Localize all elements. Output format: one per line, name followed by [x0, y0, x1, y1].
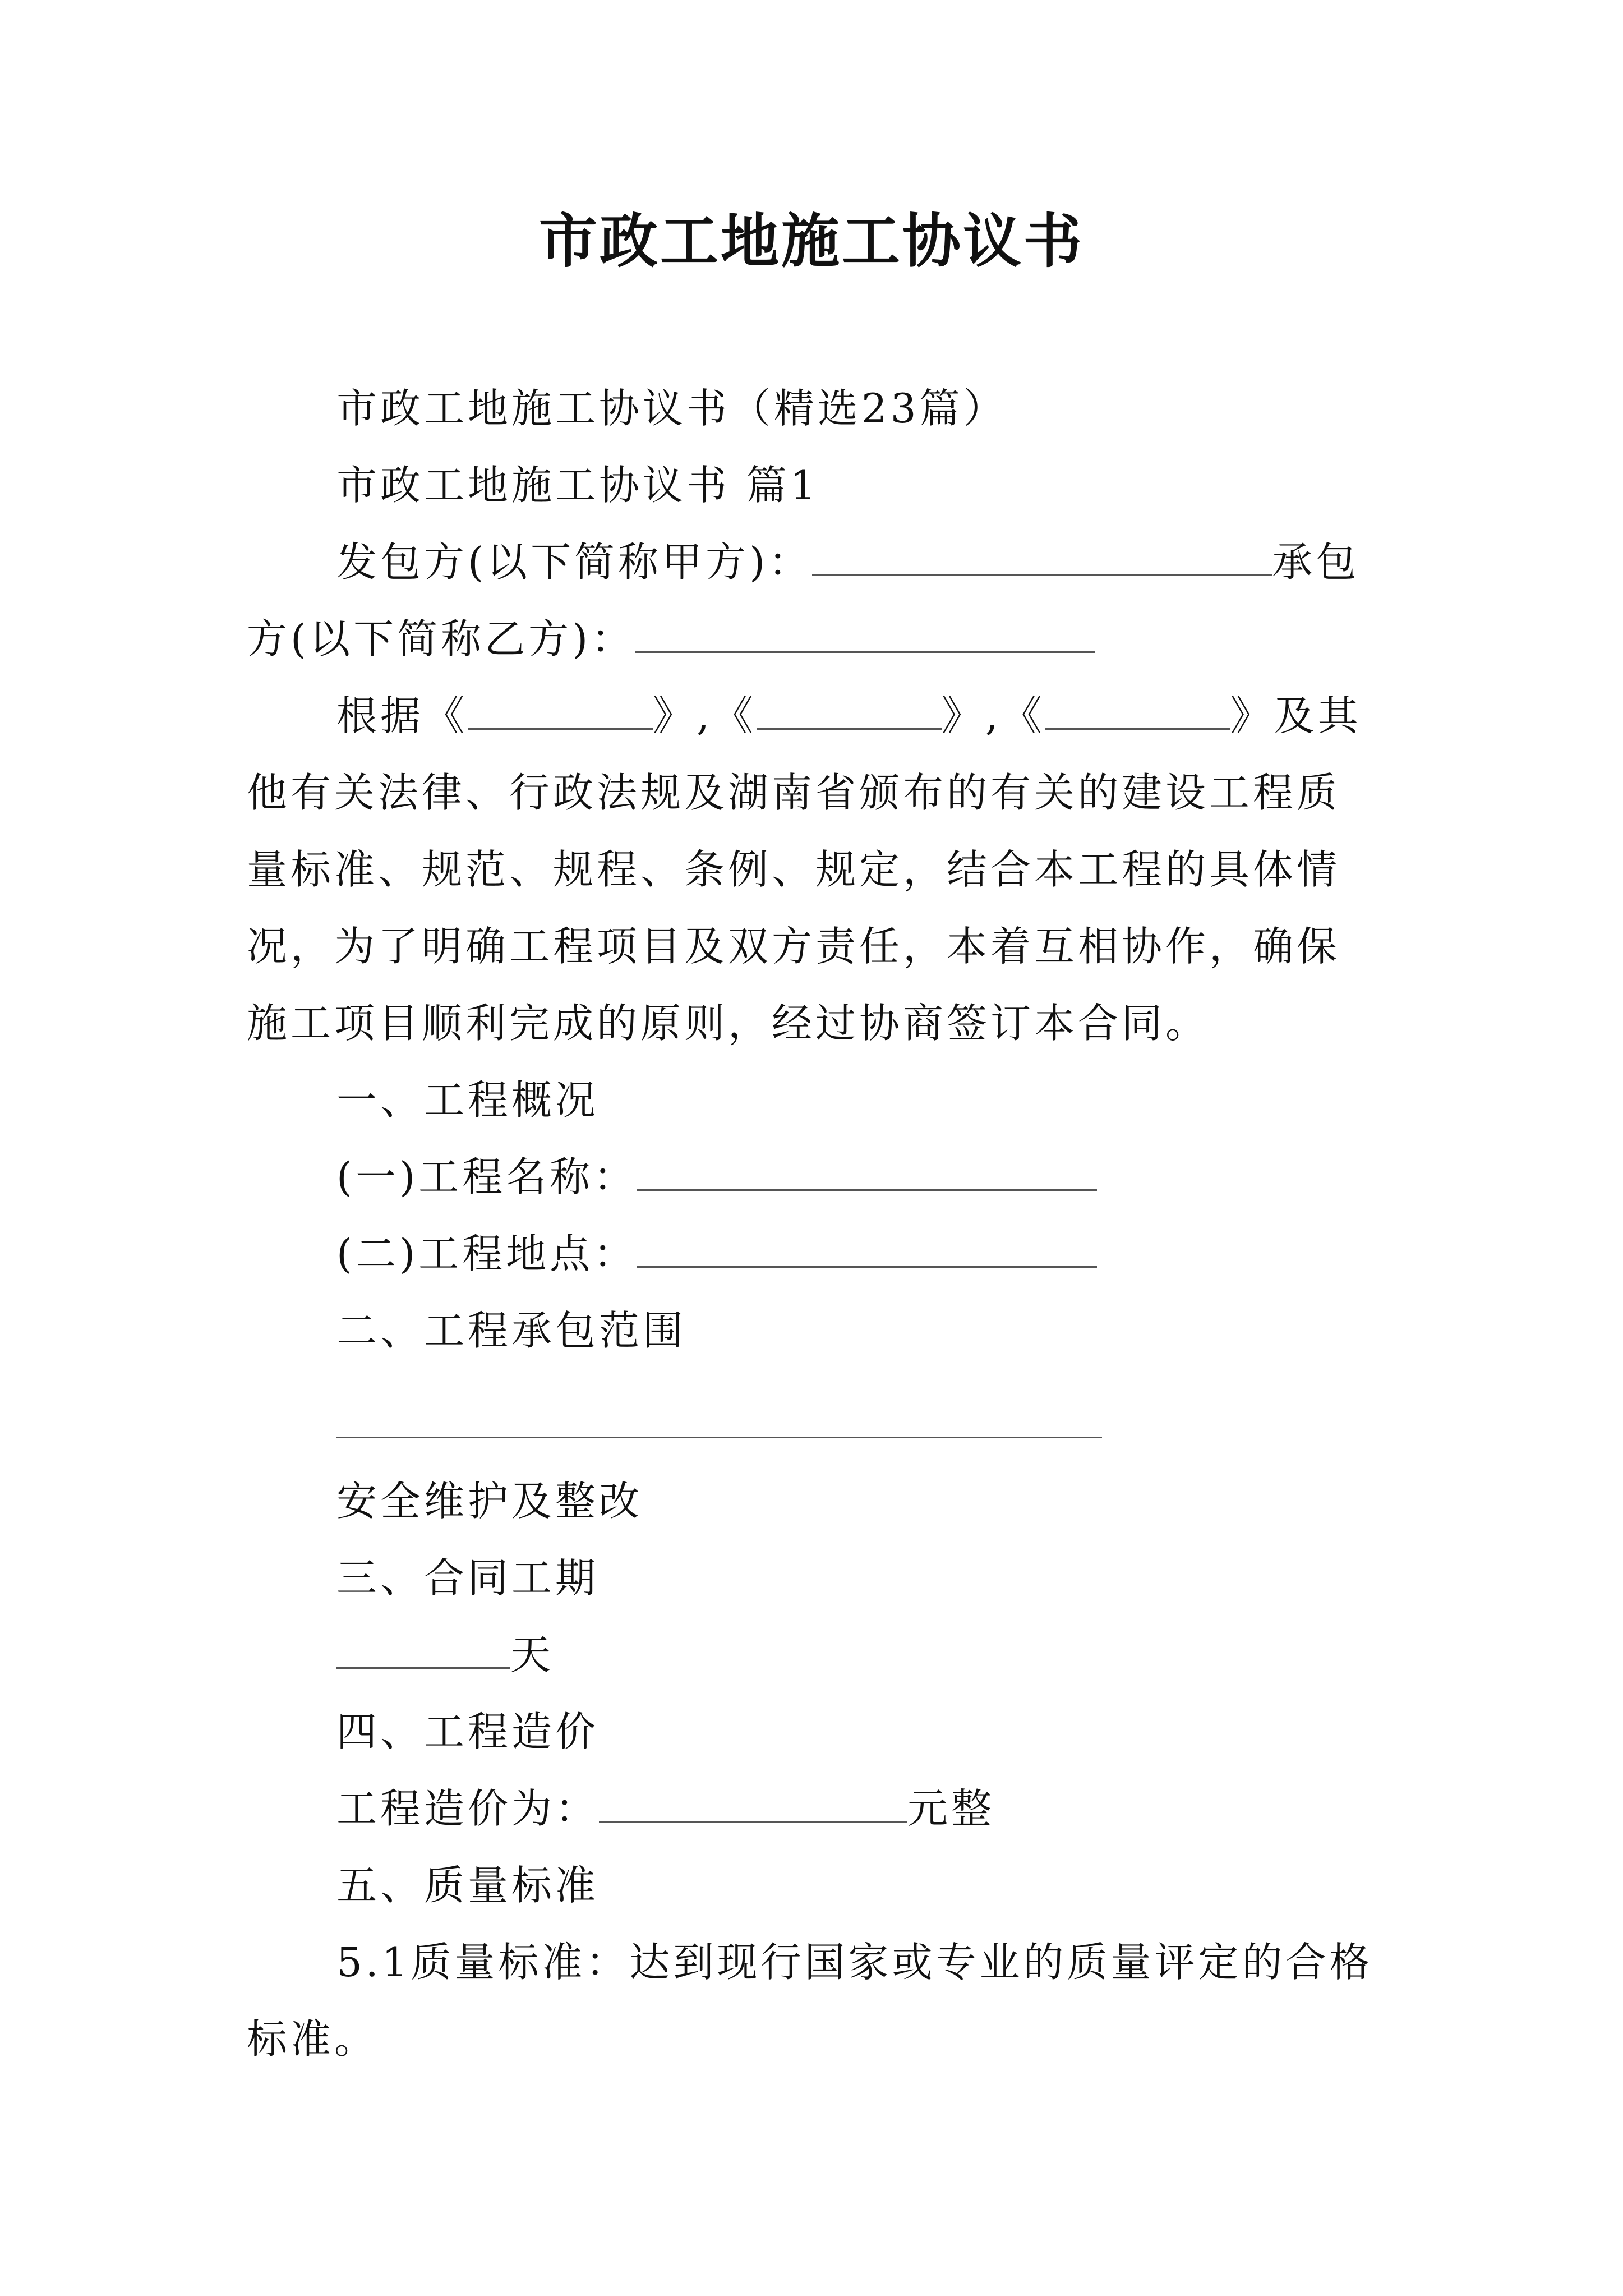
project-place-label: (二)工程地点：	[336, 1230, 638, 1277]
days-line	[247, 1617, 1374, 1694]
project-name-line	[247, 1139, 1374, 1216]
subtitle: 市政工地施工协议书（精选23篇）	[336, 385, 1007, 432]
safety-line: 安全维护及整改	[336, 1478, 643, 1525]
project-name-blank	[637, 1149, 1097, 1191]
price-line	[247, 1770, 1374, 1847]
basis-text: 》及其他有关法律、行政法规及湖南省颁布的有关的建设工程质量标准、规范、规程、条例、规定，结合本工程的具体情况，为了明确工程项目及双方责任，本着互相协作，确保施工项目顺利完成的原则，经过协商签订本合同。	[247, 692, 1362, 1047]
scope-blank	[336, 1396, 1102, 1438]
heading-3: 三、合同工期	[336, 1554, 600, 1602]
price-unit: 元整	[907, 1785, 995, 1832]
party-a-label: 发包方(以下简称甲方)：	[336, 539, 813, 586]
project-place-line	[247, 1216, 1374, 1292]
section-heading: 市政工地施工协议书 篇1	[336, 462, 819, 509]
document-body	[247, 370, 1374, 2078]
price-label: 工程造价为：	[336, 1785, 600, 1832]
heading-5: 五、质量标准	[336, 1862, 600, 1909]
heading-1: 一、工程概况	[336, 1076, 600, 1124]
law-blank-3	[1045, 688, 1230, 730]
law-blank-2	[757, 688, 942, 730]
law-blank-1	[468, 688, 653, 730]
party-paragraph	[247, 524, 1374, 601]
basis-paragraph	[247, 678, 1374, 1062]
days-blank	[336, 1627, 510, 1669]
party-b-blank	[635, 611, 1095, 653]
days-unit: 天	[510, 1631, 555, 1678]
heading-4: 四、工程造价	[336, 1708, 600, 1755]
basis-sep-1: 》,《	[653, 692, 757, 739]
basis-open: 根据《	[336, 692, 468, 739]
project-name-label: (一)工程名称：	[336, 1153, 638, 1200]
project-place-blank	[637, 1226, 1097, 1268]
party-b-line	[247, 601, 1374, 678]
basis-sep-2: 》,《	[941, 692, 1045, 739]
quality-paragraph: 5.1质量标准：达到现行国家或专业的质量评定的合格标准。	[247, 1939, 1373, 2063]
party-b-label: 方(以下简称乙方)：	[247, 615, 635, 662]
scope-line	[247, 1369, 1374, 1463]
price-blank	[599, 1780, 907, 1823]
party-a-blank	[812, 534, 1272, 576]
document-title: 市政工地施工协议书	[538, 206, 1084, 275]
party-b-pre: 承包	[1272, 539, 1360, 586]
heading-2: 二、工程承包范围	[336, 1307, 687, 1354]
